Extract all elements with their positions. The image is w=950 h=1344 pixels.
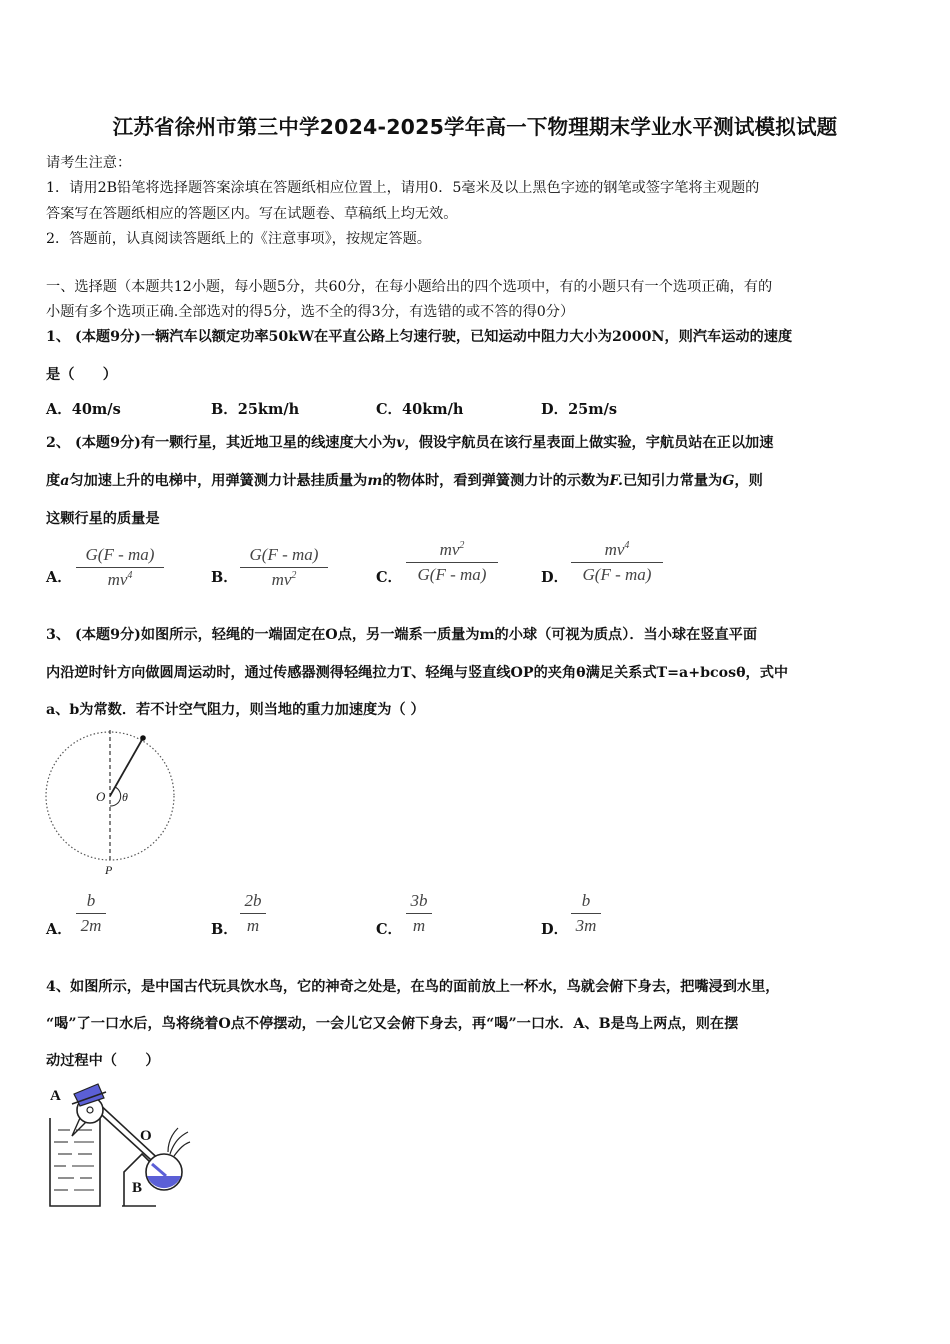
q3-option-c-formula: $\frac{3b}{m}$ xyxy=(406,891,432,936)
q2-text: ，假设宇航员在该行星表面上做实验，宇航员站在正以加速 xyxy=(404,435,774,451)
q2-option-b-formula: $\frac{G(F - ma)}{mv^2}$ xyxy=(240,545,328,590)
q4-water-cup xyxy=(50,1118,100,1206)
q4-stem-line-1: 4、如图所示，是中国古代玩具饮水鸟，它的神奇之处是，在鸟的面前放上一杯水，鸟就会俯下身去，把嘴浸到水里， xyxy=(46,979,780,995)
q4-drinking-bird-figure xyxy=(44,1080,194,1212)
q2-var-v: v xyxy=(396,435,405,451)
notice-heading: 请考生注意： xyxy=(46,155,132,171)
q2-text: 度 xyxy=(46,473,61,489)
q3-pendulum-figure xyxy=(40,728,185,878)
q3-option-d-label: D． xyxy=(541,921,569,938)
q2-text: 匀加速上升的电梯中，用弹簧测力计悬挂质量为 xyxy=(69,473,368,489)
q4-water-lines xyxy=(54,1130,94,1190)
q2-option-a-label: A． xyxy=(46,569,72,586)
q4-label-o: O xyxy=(140,1128,152,1144)
q3-label-p: P xyxy=(105,863,113,877)
q3-ball xyxy=(140,735,146,741)
q3-stem-line-3: a、b为常数．若不计空气阻力，则当地的重力加速度为（ ） xyxy=(46,702,425,718)
q3-option-d-formula: $\frac{b}{3m}$ xyxy=(571,891,601,936)
q3-option-b-label: B． xyxy=(211,921,238,938)
q2-text: 的物体时，看到弹簧测力计的示数为 xyxy=(382,473,610,489)
q2-var-m: m xyxy=(367,473,383,489)
q2-stem-line-2 xyxy=(46,470,908,490)
q2-text: ，则 xyxy=(734,473,763,489)
q1-stem-line-2: 是（ ） xyxy=(46,367,117,383)
q3-label-theta: θ xyxy=(122,790,128,804)
q2-stem-line-1 xyxy=(46,432,908,452)
q1-option-b: B．25km/h xyxy=(211,401,300,418)
q3-option-b-formula: $\frac{2b}{m}$ xyxy=(240,891,266,936)
notice-line-1: 1．请用2B铅笔将选择题答案涂填在答题纸相应位置上，请用0．5毫米及以上黑色字迹的钢笔或签字笔将主观题的 xyxy=(46,180,760,196)
q1-option-d: D．25m/s xyxy=(541,401,618,418)
q2-var-a: a xyxy=(60,473,70,489)
q3-label-o: O xyxy=(96,789,106,804)
q2-option-b-label: B． xyxy=(211,569,238,586)
notice-line-2: 答案写在答题纸相应的答题区内。写在试题卷、草稿纸上均无效。 xyxy=(46,206,458,222)
q2-var-g: G xyxy=(722,473,735,489)
q4-body-tube-edge xyxy=(97,1102,165,1165)
q3-option-a-formula: $\frac{b}{2m}$ xyxy=(76,891,106,936)
q4-stem-line-2: “喝”了一口水后，鸟将绕着O点不停摆动，一会儿它又会俯下身去，再“喝”一口水．A、B是鸟上两点，则在摆 xyxy=(46,1016,739,1032)
notice-line-3: 2．答题前，认真阅读答题纸上的《注意事项》，按规定答题。 xyxy=(46,231,431,247)
q1-option-a: A．40m/s xyxy=(46,401,121,418)
exam-title: 江苏省徐州市第三中学2024-2025学年高一下物理期末学业水平测试模拟试题 xyxy=(112,115,838,139)
section-line-2: 小题有多个选项正确.全部选对的得5分，选不全的得3分，有选错的或不答的得0分） xyxy=(46,304,575,320)
q2-option-c-label: C． xyxy=(376,569,403,586)
q1-option-c: C．40km/h xyxy=(376,401,464,418)
q2-option-c-formula: $\frac{mv^2}{G(F - ma)}$ xyxy=(406,540,498,585)
q4-label-b: B xyxy=(132,1180,143,1196)
q2-option-a-formula: $\frac{G(F - ma)}{mv^4}$ xyxy=(76,545,164,590)
q4-label-a: A xyxy=(50,1088,61,1104)
q2-option-d-formula: $\frac{mv^4}{G(F - ma)}$ xyxy=(571,540,663,585)
q2-option-d-label: D． xyxy=(541,569,569,586)
q3-option-c-label: C． xyxy=(376,921,403,938)
q3-stem-line-1: 3、 (本题9分)如图所示，轻绳的一端固定在O点，另一端系一质量为m的小球（可视为质点）．当小球在竖直平面 xyxy=(46,627,758,643)
q4-stem-line-3: 动过程中（ ） xyxy=(46,1053,160,1069)
q1-stem-line-1: 1、 (本题9分)一辆汽车以额定功率50kW在平直公路上匀速行驶，已知运动中阻力大小为2000N，则汽车运动的速度 xyxy=(46,329,793,345)
q4-bird-tail xyxy=(168,1128,190,1156)
q3-angle-arc xyxy=(110,787,121,806)
q2-stem-line-3: 这颗行星的质量是 xyxy=(46,511,160,527)
q2-var-f: F. xyxy=(609,473,623,489)
q2-text: 2、 (本题9分)有一颗行星，其近地卫星的线速度大小为 xyxy=(46,435,397,451)
q3-option-a-label: A． xyxy=(46,921,72,938)
section-line-1: 一、选择题（本题共12小题，每小题5分，共60分，在每小题给出的四个选项中，有的小题只有一个选项正确，有的 xyxy=(46,279,773,295)
q3-stem-line-2: 内沿逆时针方向做圆周运动时，通过传感器测得轻绳拉力T、轻绳与竖直线OP的夹角θ满足关系式T=a+bcosθ，式中 xyxy=(46,665,789,681)
q2-text: 已知引力常量为 xyxy=(622,473,723,489)
